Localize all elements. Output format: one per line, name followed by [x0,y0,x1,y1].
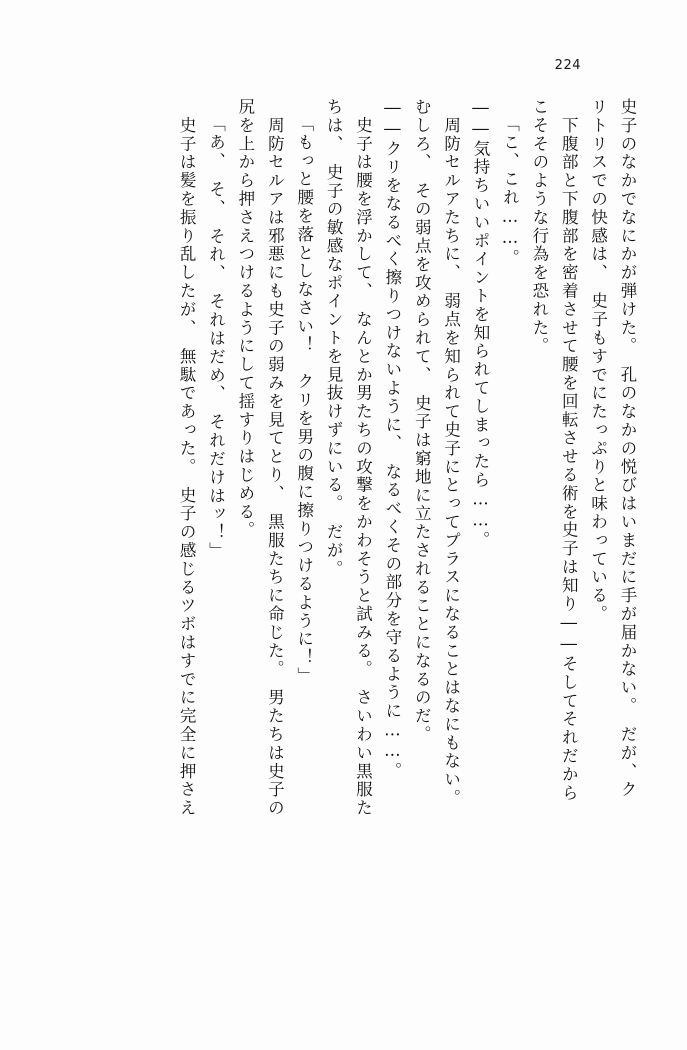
page-number: 224 [554,58,581,73]
text-line: こそそのような行為を恐れた。 [529,98,549,356]
text-line: ちは、 史子の敏感なポイントを見抜けずにいる。 だが。 [324,98,344,579]
text-line: むしろ、 その弱点を攻められて、 史子は窮地に立たされることになるのだ。 [412,98,432,744]
text-line: 周防セルアは邪悪にも史子の弱みを見てとり、 黒服たちに命じた。 男たちは史子の [265,98,285,818]
text-line: ――クリをなるべく擦りつけないように、 なるべくその部分を守るように……。 [382,98,402,781]
vertical-text-block [46,98,635,960]
text-line: 「こ、これ……。 [500,115,520,268]
text-line: 周防セルアたちに、 弱点を知られて史子にとってプラスになることはなにもない。 [441,98,461,808]
text-line: 史子は髪を振り乱したが、 無駄であった。 史子の感じるツボはすでに完全に押さえ [177,98,197,818]
text-line: 下腹部と下腹部を密着させて腰を回転させる術を史子は知り――そしてそれだから [559,98,579,803]
text-line: 「もっと腰を落としなさい！ クリを男の腹に擦りつけるように！」 [294,115,314,686]
text-line: 「あ、 そ、 それ、 それはだめ、 それだけはッ！」 [206,115,226,561]
text-line: 史子のなかでなにかが弾けた。 孔のなかの悦びはいまだに手が届かない。 だが、ク [618,98,637,800]
text-line: リトリスでの快感は、 史子もすでにたっぷりと味わっている。 [588,98,608,624]
text-line: ――気持ちいいポイントを知られてしまったら……。 [471,98,491,550]
text-line: 史子は腰を浮かして、 なんとか男たちの攻撃をかわそうと試みる。 さいわい黒服た [353,98,373,818]
text-line: 尻を上から押さえつけるようにして揺すりはじめる。 [235,98,255,540]
